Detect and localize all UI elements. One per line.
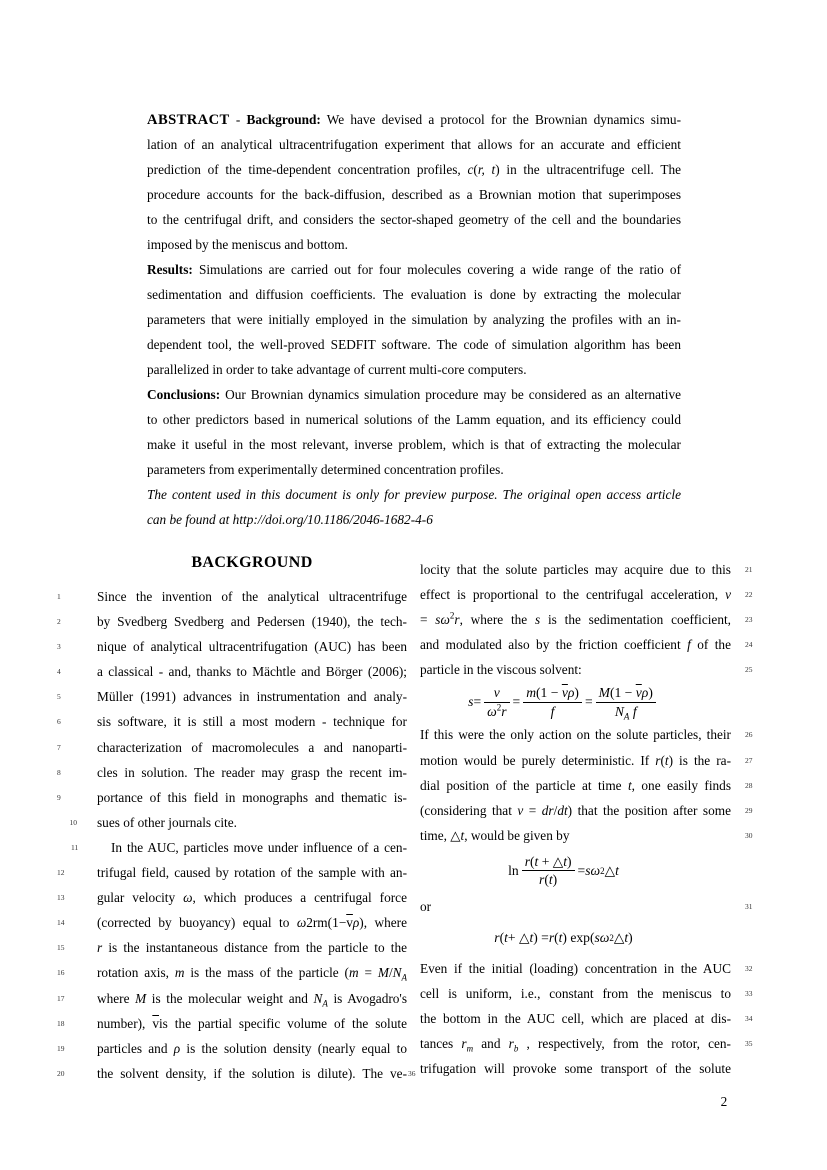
text-line: to other predictors based in numerical solutions of the Lamm equation, and its efficiency could: [147, 412, 681, 427]
line-number: 8: [57, 767, 61, 777]
line-number: 15: [57, 943, 65, 953]
line-number: 16: [57, 968, 65, 978]
text-line: tances $r_m$ and $r_b$ , respectively, from the rotor, cen- 35: [420, 1031, 731, 1056]
line-number: 10: [69, 817, 77, 827]
line-number: 31: [745, 901, 753, 911]
page-number: 2: [720, 1094, 728, 1109]
text-line: parameters from experimentally determined concentration profiles.: [147, 462, 504, 477]
text-line: lation of an analytical ultracentrifugation experiment that allows for an accurate and efficient: [147, 137, 681, 152]
line-number: 36: [408, 1068, 416, 1078]
line-number: 13: [57, 893, 65, 903]
text-line: effect is proportional to the centrifugal acceleration, v 22: [420, 582, 731, 607]
line-number: 22: [745, 590, 753, 600]
equation: r ( t + △ t ) = r ( t ) exp( sω 2 △ t ): [494, 929, 633, 945]
text-line: cell is uniform, i.e., constant from the meniscus to 33: [420, 981, 731, 1006]
text-line: = $s\omega^2r$, where the s is the sedimentation coefficient, 23: [420, 607, 731, 632]
line-number: 21: [745, 565, 753, 574]
line-number: 27: [745, 755, 753, 765]
text-line: parallelized in order to take advantage of current multi-core computers.: [147, 362, 527, 377]
text-line: Conclusions: Our Brownian dynamics simulation procedure may be considered as an alternative: [147, 387, 681, 402]
line-number: 20: [57, 1068, 65, 1078]
text-line: In the AUC, particles move under influence of a cen- 11: [97, 835, 407, 860]
text-line: Even if the initial (loading) concentration in the AUC 32: [420, 956, 731, 981]
text-line: characterization of macromolecules a and nanoparti- 7: [97, 735, 407, 760]
text-line: sedimentation and diffusion coefficients. The evaluation is done by extracting the molecular: [147, 287, 681, 302]
line-number: 2: [57, 617, 61, 627]
line-number: 32: [745, 964, 753, 974]
text-line: trifugation will provoke some transport of the solute: [420, 1061, 731, 1077]
text-line: If this were the only action on the solute particles, their 26: [420, 722, 731, 747]
line-number: 18: [57, 1018, 65, 1028]
text-line: (corrected by buoyancy) equal to $\omega 2rm(1-\overline{v}\rho)$, where 14: [97, 910, 407, 935]
text-line: dependent tool, the well-proved SEDFIT software. The code of simulation algorithm has been: [147, 337, 681, 352]
right-column: [420, 557, 753, 1082]
text-line: the bottom in the AUC cell, which are placed at dis- 34: [420, 1006, 731, 1031]
text-line: number), $\overline{v}is$ the partial specific volume of the solute 18: [97, 1011, 407, 1036]
text-line: gular velocity ω, which produces a centrifugal force 13: [97, 885, 407, 910]
text-line: parameters that were initially employed in the simulation by analyzing the profiles with an in-: [147, 312, 681, 327]
text-line: can be found at http://doi.org/10.1186/2046-1682-4-6: [147, 512, 433, 527]
text-line: cles in solution. The reader may grasp the recent im- 8: [97, 760, 407, 785]
line-number: 28: [745, 780, 753, 790]
line-number: 33: [745, 989, 753, 999]
text-line: by Svedberg Svedberg and Pedersen (1940), the tech- 2: [97, 609, 407, 634]
text-line: particles and ρ is the solution density (nearly equal to 19: [97, 1036, 407, 1061]
line-number: 5: [57, 692, 61, 702]
text-line: time, △t, would be given by 30: [420, 823, 731, 848]
line-number: 14: [57, 918, 65, 928]
section-heading: BACKGROUND: [191, 554, 313, 571]
line-number: 11: [71, 842, 79, 852]
line-number: 25: [745, 665, 753, 675]
line-number: 4: [57, 667, 61, 677]
line-number: 12: [57, 868, 65, 878]
text-line: procedure accounts for the back-diffusion, described as a Brownian motion that superimposes: [147, 187, 681, 202]
text-line: portance of this field in monographs and thematic is- 9: [97, 785, 407, 810]
text-line: locity that the solute particles may acquire due to this 21: [420, 557, 731, 582]
text-line: prediction of the time-dependent concentration profiles, c(r, t) in the ultracentrifuge cell. The: [147, 162, 681, 177]
text-line: or 31: [420, 894, 731, 919]
text-line: sues of other journals cite. 10: [97, 810, 407, 835]
line-number: 29: [745, 805, 753, 815]
line-number: 24: [745, 640, 753, 650]
line-number: 6: [57, 717, 61, 727]
text-line: The content used in this document is only for preview purpose. The original open access article: [147, 487, 681, 502]
line-number: 3: [57, 642, 61, 652]
text-line: the solvent density, if the solution is dilute). The ve- 20 36: [97, 1061, 407, 1086]
line-number: 19: [57, 1043, 65, 1053]
text-line: make it useful in the most relevant, inverse problem, which is that of extracting the molecular: [147, 437, 681, 452]
equation: ln $\frac{r(t + \triangle t)}{r(t)}$ = sω 2 △ t: [508, 853, 619, 888]
text-line: particle in the viscous solvent: 25: [420, 657, 731, 682]
text-line: nique of analytical ultracentrifugation (AUC) has been 3: [97, 634, 407, 659]
text-line: Results: Simulations are carried out for four molecules covering a wide range of the ratio of: [147, 262, 681, 277]
text-line: r is the instantaneous distance from the particle to the 15: [97, 935, 407, 960]
text-line: sis software, it is still a most modern - technique for 6: [97, 709, 407, 734]
line-number: 17: [57, 993, 65, 1003]
line-number: 34: [745, 1014, 753, 1024]
text-line: rotation axis, m is the mass of the particle ($m = M/N_A$ 16: [97, 960, 407, 985]
text-line: ABSTRACT - Background: We have devised a protocol for the Brownian dynamics simu-: [147, 112, 682, 128]
text-line: (considering that v = dr/dt) that the position after some 29: [420, 798, 731, 823]
abstract-section: [147, 107, 681, 532]
line-number: 30: [745, 830, 753, 840]
text-line: motion would be purely deterministic. If r(t) is the ra- 27: [420, 748, 731, 773]
line-number: 9: [57, 792, 61, 802]
text-line: Müller (1991) advances in instrumentation and analy- 5: [97, 684, 407, 709]
line-number: 7: [57, 742, 61, 752]
text-line: and modulated also by the friction coefficient f of the 24: [420, 632, 731, 657]
text-line: Since the invention of the analytical ultracentrifuge 1: [97, 584, 407, 609]
text-line: a classical - and, thanks to Mächtle and Börger (2006); 4: [97, 659, 407, 684]
line-number: 26: [745, 730, 753, 740]
line-number: 1: [57, 592, 61, 601]
text-line: dial position of the particle at time t, one easily finds 28: [420, 773, 731, 798]
text-line: imposed by the meniscus and bottom.: [147, 237, 348, 252]
line-number: 35: [745, 1039, 753, 1049]
equation: s = $\frac{\nu}{\omega^2r}$ = $\frac{m(1 - \overline{\nu}\rho)}{f}$ = $\frac{M(1 - \overline{\nu}\rho)}{N_A f}$: [408, 682, 719, 722]
text-line: trifugal field, caused by rotation of the sample with an- 12: [97, 860, 407, 885]
text-line: where M is the molecular weight and $N_A$ is Avogadro's 17: [97, 986, 407, 1011]
left-column: [57, 584, 416, 1086]
text-line: to the centrifugal drift, and considers the sector-shaped geometry of the cell and the boundaries: [147, 212, 681, 227]
line-number: 23: [745, 615, 753, 625]
